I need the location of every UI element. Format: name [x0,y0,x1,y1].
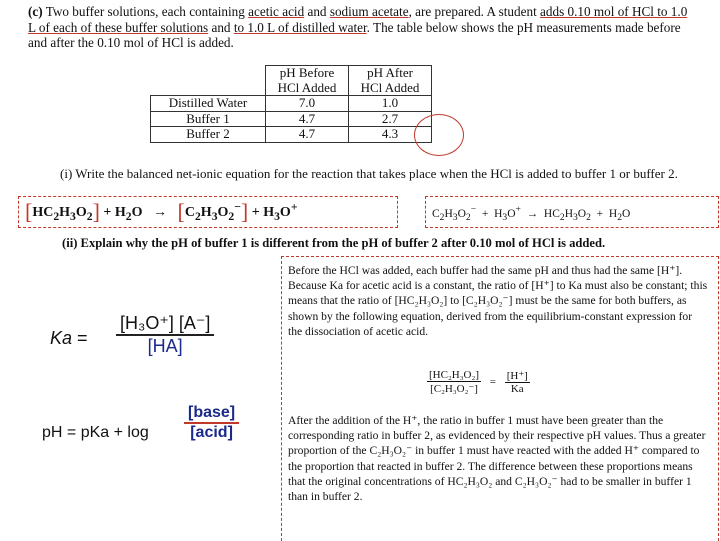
ka-symbol: Ka [50,328,73,348]
ph-after: 1.0 [349,96,432,112]
ratio-equals: = [489,376,496,388]
answer-equation: $C_2H_3O_2^- + H_3O^+ \to HC_2H_3O_2 + H_2O$ [432,204,631,224]
underlined-distilled-water: to 1.0 L of distilled water [233,19,367,35]
question-text-c: , are prepared. A student [408,4,541,19]
henderson-lhs: pH = pKa + log [42,424,149,441]
answer-paragraph-1: Before the HCl was added, each buffer had the same pH and thus had the same [H⁺]. Because Ka for acetic acid is a constant, the ratio of [H⁺] to Ka must also be constant; this means that the ratio of [HC₂H₃O₂] to [C₂H₃O₂⁻] must be the same for both buffers, as shown by the following equation, derived from the equilibrium-constant expression for the dissociation of acetic acid. [288,264,708,338]
answer-paragraph-2: After the addition of the H⁺, the ratio in buffer 1 must have been greater than the corresponding ratio in buffer 2, as evidenced by their respective pH values. Thus a greater proportion of the C₂H₃O₂⁻ in buffer 1 must have reacted with the added H⁺ compared to the proportion that reacted in buffer 2. The difference between these proportions means that the original concentrations of HC₂H₃O₂ and C₂H₃O₂⁻ had to be smaller in buffer 1 than in buffer 2. [288,414,706,504]
part-i-label: (i) [60,166,73,181]
annotation-circle [414,114,464,156]
ka-numerator: [H₃O⁺] [A⁻] [116,313,214,336]
ratio-equation [427,369,530,395]
table-header-row [151,66,432,96]
ka-lhs [50,328,88,349]
ph-before: 4.7 [266,127,349,143]
row-label: Buffer 2 [151,127,266,143]
ph-before: 7.0 [266,96,349,112]
column-header: pH Before HCl Added [266,66,349,96]
question-text-a: Two buffer solutions, each containing [45,4,249,19]
ka-equals: = [77,328,88,348]
table-row [151,96,432,112]
part-ii-label: (ii) [62,236,78,250]
ph-after: 4.3 [349,127,432,143]
ph-after: 2.7 [349,111,432,127]
part-i-question [60,166,680,181]
ka-denominator: Ka [510,383,524,395]
answer-equation-box [425,196,719,228]
ratio-numerator: [HC₂H₃O₂] [429,369,479,381]
ka-denominator-ha: [HA] [147,336,183,356]
underlined-acetic-acid: acetic acid [248,4,305,19]
row-label: Buffer 1 [151,111,266,127]
acid-denominator: [acid] [190,424,233,441]
question-text-b: and [304,4,330,19]
question-label: (c) [28,4,43,19]
question-text [28,4,688,51]
underlined-adds-hcl: adds 0.10 mol of HCl to 1.0 L of each of these buffer solutions [28,4,688,35]
table-row [151,127,432,143]
table-corner [151,66,266,96]
part-ii-question [62,236,702,251]
handwritten-equation: $[HC_2H_3O_2] + H_2O \to [C_2H_3O_2^-] + H_3O^+$ [25,199,298,224]
part-ii-text: Explain why the pH of buffer 1 is different from the pH of buffer 2 after 0.10 mol of HCl is added. [80,236,606,250]
handwritten-equation-box [18,196,398,228]
answer-box [281,256,719,541]
ph-table [150,65,432,143]
table-row [151,111,432,127]
h-plus-numerator: [H⁺] [506,370,528,382]
question-text-e: . The table below shows the pH measurements made before and after the 0.10 mol of HCl is added. [28,19,681,50]
part-i-text: Write the balanced net-ionic equation for the reaction that takes place when the HCl is added to buffer 1 or buffer 2. [75,166,678,181]
row-label: Distilled Water [151,96,266,112]
ratio-denominator: [C₂H₃O₂⁻] [430,383,478,395]
column-header: pH After HCl Added [349,66,432,96]
ka-fraction [116,313,214,357]
henderson-fraction [184,404,239,442]
underlined-sodium-acetate: sodium acetate [329,4,409,19]
base-numerator: [base] [184,404,239,424]
ph-before: 4.7 [266,111,349,127]
question-text-d: and [208,19,234,35]
